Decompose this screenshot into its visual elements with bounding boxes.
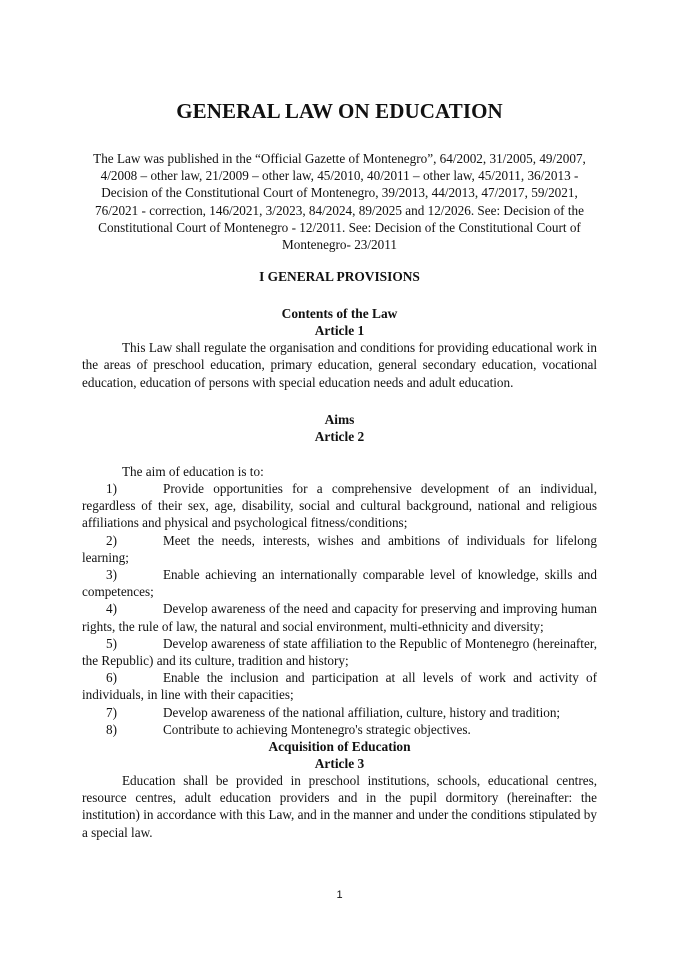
- list-item: [82, 532, 597, 566]
- article-intro: The aim of education is to:: [122, 463, 264, 479]
- article-3: [82, 738, 597, 841]
- list-item-text: Develop awareness of state affiliation to the Republic of Montenegro (hereinafter, the Republic) and its culture, tradition and history;: [82, 635, 597, 669]
- list-item-number: 1): [106, 481, 117, 497]
- list-item-number: 2): [106, 532, 117, 548]
- article-number: Article 3: [314, 756, 365, 772]
- list-item-number: 3): [106, 567, 117, 583]
- article-text: This Law shall regulate the organisation and conditions for providing educational work in the areas of preschool education, primary education, general secondary education, vocational education, education of persons with special education needs and adult education.: [82, 340, 597, 390]
- list-item: [82, 721, 597, 738]
- list-item: [82, 566, 597, 600]
- article-2: [82, 411, 597, 738]
- article-number: Article 2: [314, 428, 365, 444]
- publication-note: The Law was published in the “Official Gazette of Montenegro”, 64/2002, 31/2005, 49/2007, 4/2008 – other law, 21/2009 – other law, 45/2010, 40/2011 – other law, 45/2011, 36/2013 - Decision of the Constitutional Court of Montenegro, 39/2013, 44/2013, 47/2017, 59/2021, 76/2021 - correction, 146/2021, 3/2023, 84/2024, 89/2025 and 12/2026. See: Decision of the Constitutional Court of Montenegro - 12/2011. See: Decision of the Constitutional Court of Montenegro- 23/2011: [93, 151, 586, 253]
- list-item-text: Enable the inclusion and participation at all levels of work and activity of individuals, in line with their capacities;: [82, 670, 597, 703]
- list-item: [82, 600, 597, 634]
- section-title: Aims: [324, 411, 355, 427]
- list-item-number: 5): [106, 635, 117, 651]
- list-item-text: Develop awareness of the national affiliation, culture, history and tradition;: [163, 704, 561, 720]
- list-item: [82, 704, 597, 721]
- list-item-number: 4): [106, 601, 117, 617]
- list-item-number: 8): [106, 721, 117, 737]
- document-title: GENERAL LAW ON EDUCATION: [176, 99, 503, 123]
- list-item: [82, 635, 597, 669]
- article-text: Education shall be provided in preschool institutions, schools, educational centres, resource centres, adult education providers and in the pupil dormitory (hereinafter: the institution) in accordance with this Law, and in the manner and under the conditions stipulated by a special law.: [82, 773, 597, 840]
- list-item-text: Contribute to achieving Montenegro's strategic objectives.: [163, 721, 471, 737]
- list-item-text: Meet the needs, interests, wishes and ambitions of individuals for lifelong learning;: [82, 532, 597, 565]
- aims-list: [82, 480, 597, 738]
- list-item-text: Provide opportunities for a comprehensive development of an individual, regardless of their sex, age, disability, social and cultural background, national and religious affiliations and physical and psychological fitness/conditions;: [82, 481, 597, 531]
- article-1: [82, 305, 597, 391]
- section-title: Contents of the Law: [281, 306, 398, 322]
- list-item-number: 6): [106, 670, 117, 686]
- list-item-text: Develop awareness of the need and capacity for preserving and improving human rights, the rule of law, the natural and social environment, multi-ethnicity and diversity;: [82, 601, 597, 634]
- list-item: [82, 480, 597, 532]
- section-title: Acquisition of Education: [268, 739, 411, 755]
- page-number: 1: [336, 889, 343, 901]
- chapter-heading: I GENERAL PROVISIONS: [259, 269, 420, 285]
- list-item: [82, 669, 597, 703]
- article-number: Article 1: [314, 323, 365, 339]
- list-item-number: 7): [106, 704, 117, 720]
- list-item-text: Enable achieving an internationally comparable level of knowledge, skills and competences;: [82, 567, 597, 600]
